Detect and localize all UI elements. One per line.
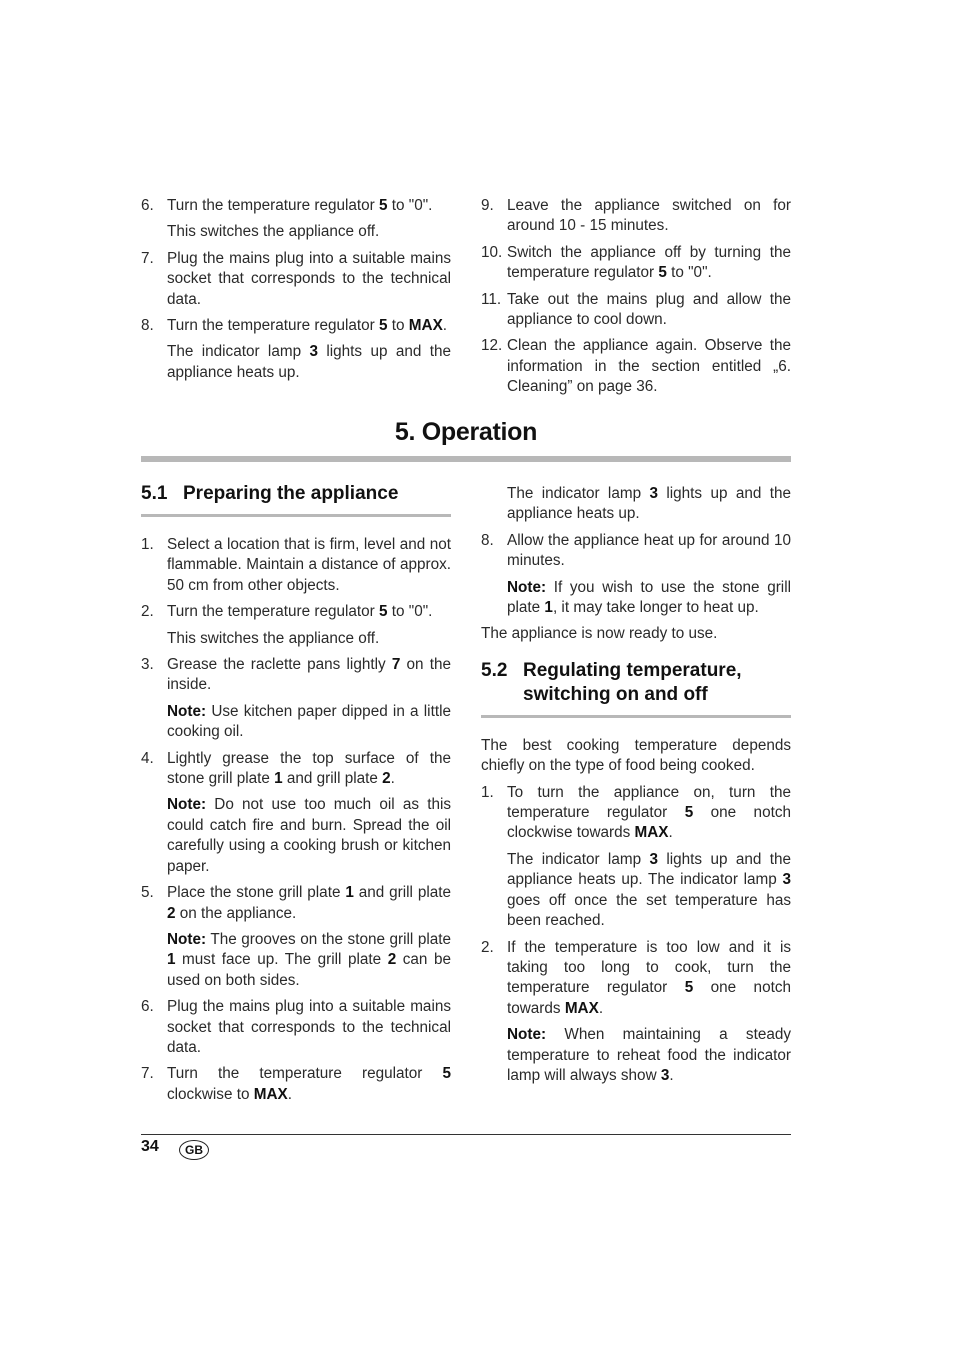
top-right-continued-list — [481, 196, 791, 404]
list-item-note: Note: When maintaining a steady temperature to reheat food the indicator lamp will always show 3. — [507, 1026, 791, 1084]
list-item — [481, 243, 791, 284]
list-item-text: If the temperature is too low and it is taking too long to cook, turn the temperature regulator 5 one notch towards MAX. — [507, 938, 791, 1017]
list-item-text: Plug the mains plug into a suitable mains socket that corresponds to the technical data. — [167, 998, 451, 1056]
list-item-number: 10. — [481, 243, 503, 261]
list-item-number: 7. — [141, 1065, 154, 1083]
list-item-text: Leave the appliance switched on for around 10 - 15 minutes. — [507, 197, 791, 235]
list-item-number: 12. — [481, 337, 503, 355]
list-item-text: To turn the appliance on, turn the temperature regulator 5 one notch clockwise towards MAX. — [507, 783, 791, 842]
language-badge: GB — [179, 1140, 209, 1160]
paragraph: The appliance is now ready to use. — [481, 625, 718, 643]
list-item — [481, 938, 791, 1020]
list-item-text: Allow the appliance heat up for around 10 minutes. — [507, 531, 791, 570]
list-item-text: Clean the appliance again. Observe the information in the section entitled „6. Cleaning” on page 36. — [507, 337, 791, 396]
list-item — [141, 997, 451, 1058]
list-item — [141, 655, 451, 696]
list-item-note: The indicator lamp 3 lights up and the appliance heats up. — [507, 485, 791, 523]
subsection-number: 5.2 — [481, 659, 508, 681]
list-item-note: Note: If you wish to use the stone grill plate 1, it may take longer to heat up. — [507, 578, 791, 617]
subsection-title-line-1: Regulating temperature, — [523, 659, 742, 681]
list-item-text: Place the stone grill plate 1 and grill plate 2 on the appliance. — [167, 884, 451, 922]
list-item-text: Grease the raclette pans lightly 7 on the inside. — [167, 656, 452, 694]
list-item-note: This switches the appliance off. — [167, 629, 380, 647]
list-item — [141, 883, 451, 924]
section-5-1-continued — [481, 484, 791, 1092]
top-left-continued-list — [141, 196, 451, 389]
list-item-number: 2. — [141, 603, 154, 621]
list-item — [141, 249, 451, 310]
list-item-number: 4. — [141, 749, 154, 767]
list-item-number: 7. — [141, 249, 154, 267]
list-item — [481, 290, 791, 331]
preparing-steps-list — [141, 535, 451, 1105]
list-item — [141, 535, 451, 596]
footer-rule — [141, 1134, 791, 1135]
subsection-heading-5-1 — [141, 482, 451, 517]
list-item-text: Turn the temperature regulator 5 to MAX. — [167, 317, 448, 335]
page-number: 34 — [141, 1138, 159, 1155]
list-item-number: 5. — [141, 884, 154, 902]
list-item — [481, 783, 791, 844]
list-item-number: 2. — [481, 938, 494, 956]
subsection-heading-5-2 — [481, 659, 791, 718]
list-item-number: 6. — [141, 998, 154, 1016]
list-item-note: This switches the appliance off. — [167, 223, 380, 241]
list-item — [481, 531, 791, 572]
list-item-text: Turn the temperature regulator 5 to "0". — [167, 603, 433, 621]
list-item-text: Take out the mains plug and allow the appliance to cool down. — [507, 290, 791, 329]
subsection-title-line-2: switching on and off — [523, 683, 708, 705]
preparing-steps-continued-list — [481, 484, 791, 645]
list-item — [481, 196, 791, 237]
list-item-text: Plug the mains plug into a suitable mains socket that corresponds to the technical data. — [167, 249, 451, 308]
list-item-note: Note: Use kitchen paper dipped in a little cooking oil. — [167, 702, 451, 741]
subsection-title: Preparing the appliance — [183, 483, 399, 504]
list-item-note: The indicator lamp 3 lights up and the appliance heats up. — [167, 343, 451, 381]
list-item — [141, 1064, 451, 1105]
list-item-text: Lightly grease the top surface of the stone grill plate 1 and grill plate 2. — [167, 749, 451, 788]
section-title-rule — [141, 456, 791, 462]
list-item-text: Switch the appliance off by turning the temperature regulator 5 to "0". — [507, 243, 791, 282]
section-5-1 — [141, 482, 451, 1111]
list-item — [141, 316, 451, 336]
list-item-note: The indicator lamp 3 lights up and the appliance heats up. The indicator lamp 3 goes off once the set temperature has been reached. — [507, 850, 791, 930]
list-item — [141, 196, 451, 216]
paragraph: The best cooking temperature depends chiefly on the type of food being cooked. — [481, 736, 791, 775]
list-item-number: 1. — [481, 783, 494, 801]
list-item-number: 8. — [481, 531, 494, 549]
list-item-text: Turn the temperature regulator 5 clockwise to MAX. — [167, 1065, 451, 1103]
subsection-number: 5.1 — [141, 483, 168, 504]
list-item-number: 8. — [141, 317, 154, 335]
list-item-note: Note: The grooves on the stone grill plate 1 must face up. The grill plate 2 can be used on both sides. — [167, 930, 451, 989]
list-item-number: 1. — [141, 536, 154, 553]
list-item — [481, 336, 791, 397]
list-item-text: Turn the temperature regulator 5 to "0". — [167, 197, 433, 214]
list-item — [141, 602, 451, 622]
list-item-number: 11. — [481, 290, 502, 308]
regulating-steps-list — [481, 736, 791, 1087]
list-item-number: 3. — [141, 656, 154, 674]
section-title: 5. Operation — [394, 418, 538, 446]
list-item-number: 6. — [141, 197, 154, 214]
list-item — [141, 749, 451, 790]
list-item-number: 9. — [481, 197, 494, 214]
list-item-text: Select a location that is firm, level and not flammable. Maintain a distance of approx. 50 cm from other objects. — [167, 536, 451, 594]
list-item-note: Note: Do not use too much oil as this could catch fire and burn. Spread the oil carefully using a cooking brush or kitchen paper. — [167, 796, 451, 875]
